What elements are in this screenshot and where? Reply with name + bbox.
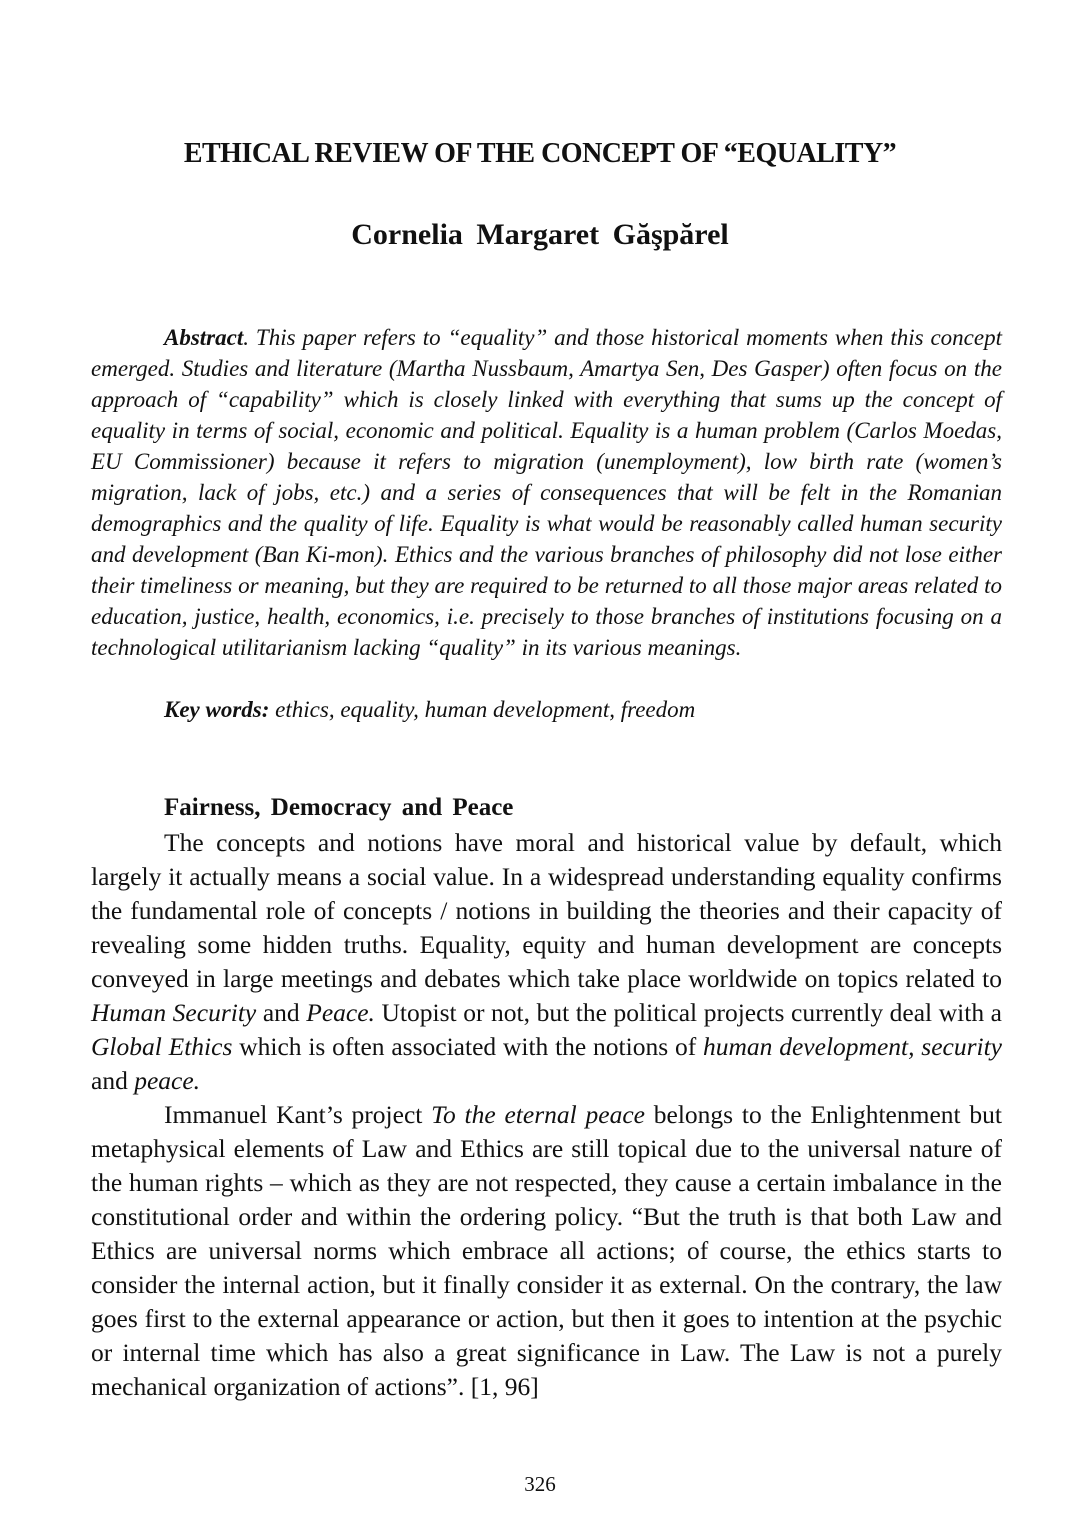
paper-title: ETHICAL REVIEW OF THE CONCEPT OF “EQUALITY”: [183, 138, 897, 169]
body-text: [91, 826, 1002, 1404]
abstract-label: Abstract: [164, 325, 244, 350]
section-heading: Fairness, Democracy and Peace: [164, 794, 514, 821]
page-number: 326: [524, 1472, 556, 1496]
keywords: [164, 694, 695, 725]
p1-italic-3: Global Ethics: [91, 1032, 233, 1061]
author-name: Cornelia Margaret Găşpărel: [351, 218, 729, 251]
p2-text-2: belongs to the Enlightenment but metaphysical elements of Law and Ethics are still topical due to the universal nature of the human rights – which as they are not respected, they cause a certain imbalance in the constitutional order and within the ordering policy. “But the truth is that both Law and Ethics are universal norms which embrace all actions; of course, the ethics starts to consider the internal action, but it finally consider it as external. On the contrary, the law goes first to the external appearance or action, but then it goes to intention at the psychic or internal time which has also a great significance in Law. The Law is not a purely mechanical organization of actions”. [1, 96]: [91, 1100, 1002, 1401]
paragraph-1: [91, 826, 1002, 1098]
p1-italic-4: human development, security: [703, 1032, 1003, 1061]
p1-text-5: and: [91, 1066, 135, 1095]
p2-italic-1: To the eternal peace: [431, 1100, 645, 1129]
p2-text-1: Immanuel Kant’s project: [164, 1100, 432, 1129]
paragraph-2: [91, 1098, 1002, 1404]
p1-text-1: The concepts and notions have moral and historical value by default, which largely it actually means a social value. In a widespread understanding equality confirms the fundamental role of concepts / notions in building the theories and their capacity of revealing some hidden truths. Equality, equity and human development are concepts conveyed in large meetings and debates which take place worldwide on topics related to: [91, 828, 1002, 993]
keywords-text: ethics, equality, human development, freedom: [269, 697, 696, 722]
p1-italic-2: Peace.: [306, 998, 375, 1027]
keywords-label: Key words:: [164, 697, 270, 722]
abstract: [91, 322, 1002, 663]
p1-text-2: and: [256, 998, 307, 1027]
p1-italic-5: peace.: [134, 1066, 201, 1095]
p1-text-4: which is often associated with the notions of: [232, 1032, 704, 1061]
p1-text-3: Utopist or not, but the political projects currently deal with a: [374, 998, 1002, 1027]
p1-italic-1: Human Security: [91, 998, 257, 1027]
abstract-text: . This paper refers to “equality” and those historical moments when this concept emerged. Studies and literature (Martha Nussbaum, Amartya Sen, Des Gasper) often focus on the approach of “capability” which is closely linked with everything that sums up the concept of equality in terms of social, economic and political. Equality is a human problem (Carlos Moedas, EU Commissioner) because it refers to migration (unemployment), low birth rate (women’s migration, lack of jobs, etc.) and a series of consequences that will be felt in the Romanian demographics and the quality of life. Equality is what would be reasonably called human security and development (Ban Ki-mon). Ethics and the various branches of philosophy did not lose either their timeliness or meaning, but they are required to be returned to all those major areas related to education, justice, health, economics, i.e. precisely to those branches of institutions focusing on a technological utilitarianism lacking “quality” in its various meanings.: [91, 325, 1002, 660]
